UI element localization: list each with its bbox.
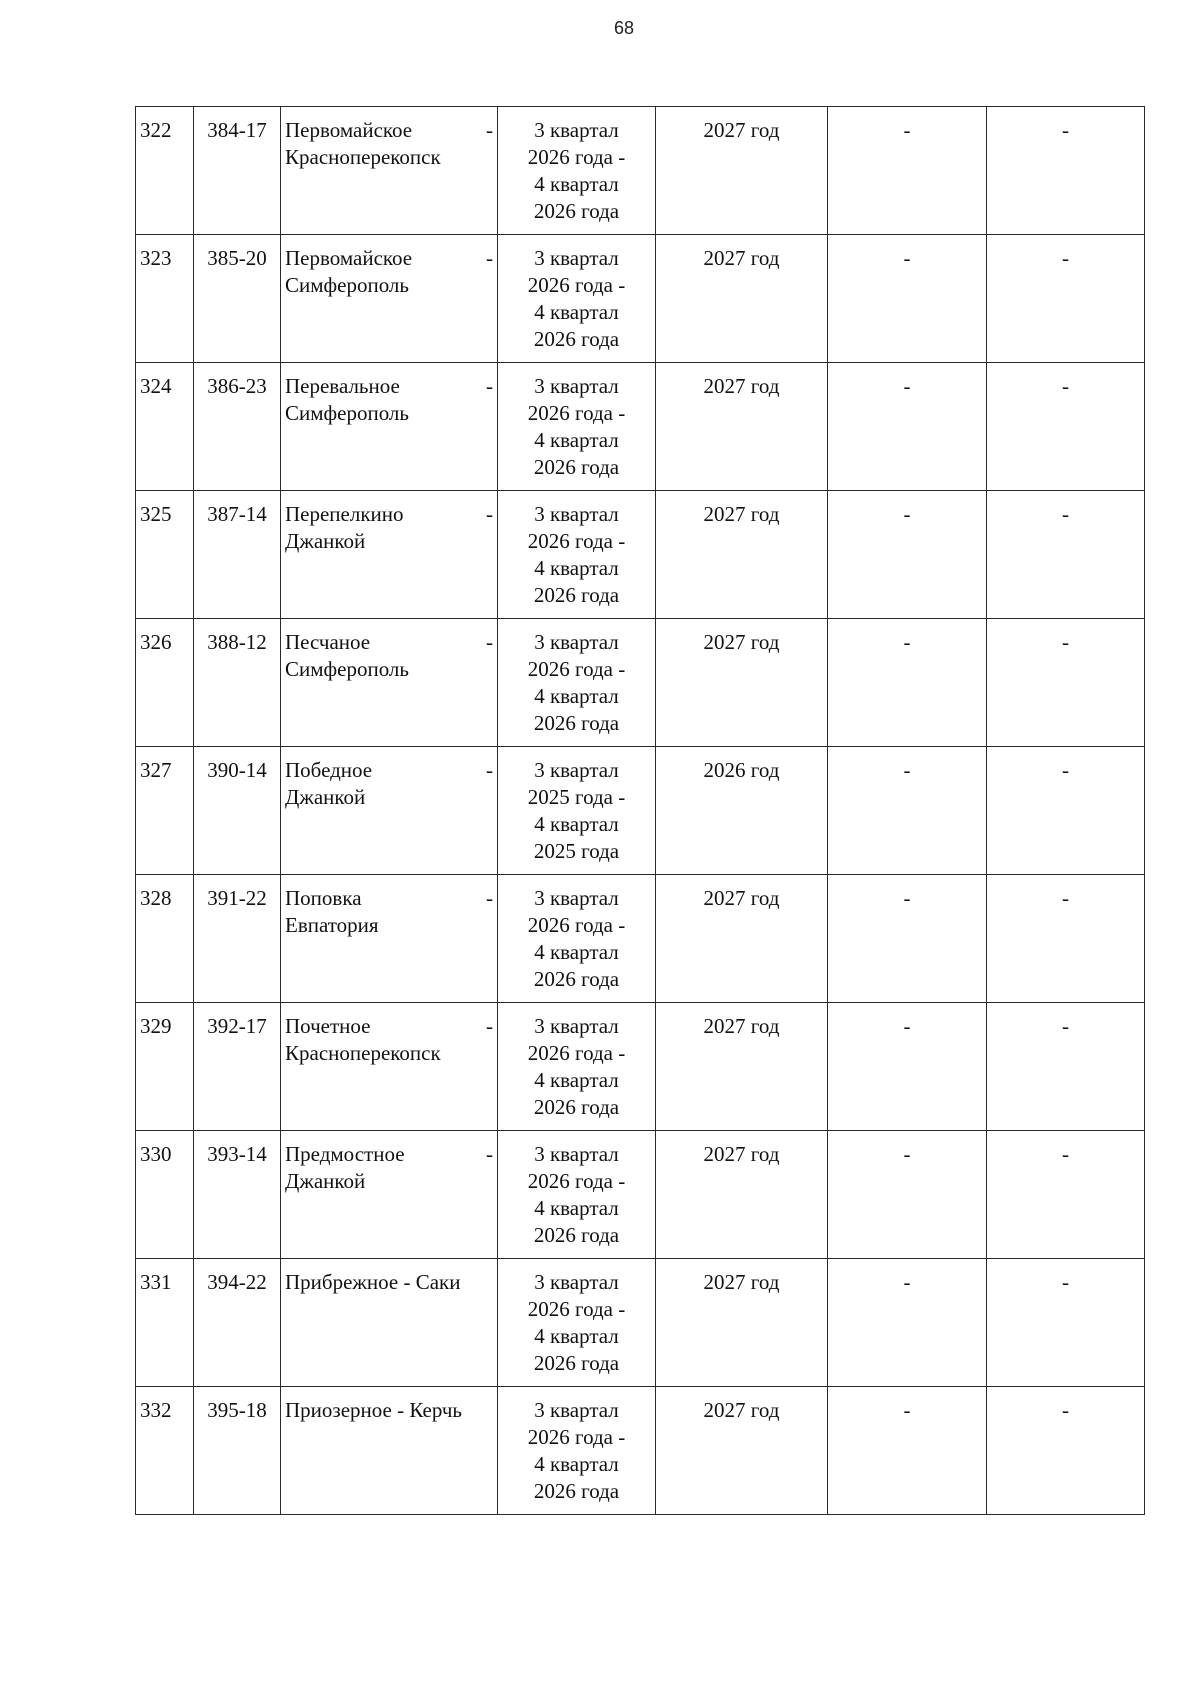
table-row [136, 1259, 1145, 1387]
period-line: 2026 года - [527, 145, 626, 169]
period-line: 3 квартал [534, 758, 619, 782]
row-number-cell: 332 [136, 1387, 194, 1515]
period-line: 2025 года [533, 839, 620, 863]
period-line: 3 квартал [534, 1270, 619, 1294]
route-first-line [285, 373, 493, 400]
period-line: 4 квартал [534, 684, 619, 708]
column-6-cell: - [828, 619, 987, 747]
period-line: 4 квартал [534, 300, 619, 324]
period-line: 2026 года [533, 583, 620, 607]
route-code-cell: 390-14 [194, 747, 281, 875]
table-row [136, 491, 1145, 619]
route-from: Победное [285, 758, 373, 782]
route-from: Песчаное [285, 630, 371, 654]
column-7-cell: - [987, 235, 1145, 363]
period-line: 3 квартал [534, 246, 619, 270]
period-cell [498, 363, 656, 491]
column-6-cell: - [828, 491, 987, 619]
route-from: Прибрежное - Саки [285, 1270, 461, 1294]
route-code-cell: 391-22 [194, 875, 281, 1003]
period-line: 4 квартал [534, 1452, 619, 1476]
route-from: Предмостное [285, 1142, 405, 1166]
column-6-cell: - [828, 1003, 987, 1131]
route-name-cell [281, 107, 498, 235]
register-table [135, 106, 1145, 1515]
row-number-cell: 328 [136, 875, 194, 1003]
route-name-cell [281, 363, 498, 491]
year-cell: 2027 год [656, 1259, 828, 1387]
route-to: Джанкой [285, 1169, 366, 1193]
route-from: Перепелкино [285, 502, 404, 526]
route-to: Симферополь [285, 657, 409, 681]
year-cell: 2027 год [656, 363, 828, 491]
period-line: 2026 года [533, 455, 620, 479]
register-table-body [136, 107, 1145, 1515]
column-7-cell: - [987, 491, 1145, 619]
year-cell: 2027 год [656, 107, 828, 235]
route-name-cell [281, 1259, 498, 1387]
period-line: 2025 года - [527, 785, 626, 809]
page-number: 68 [613, 18, 635, 38]
period-line: 2026 года [533, 967, 620, 991]
column-7-cell: - [987, 1259, 1145, 1387]
column-6-cell: - [828, 1387, 987, 1515]
route-name-cell [281, 1387, 498, 1515]
route-code-cell: 394-22 [194, 1259, 281, 1387]
column-6-cell: - [828, 363, 987, 491]
route-first-line [285, 1397, 493, 1424]
period-line: 4 квартал [534, 1196, 619, 1220]
period-cell [498, 619, 656, 747]
period-line: 2026 года [533, 1351, 620, 1375]
route-name-cell [281, 1003, 498, 1131]
row-number-cell: 322 [136, 107, 194, 235]
route-first-line [285, 1269, 493, 1296]
route-from: Первомайское [285, 118, 413, 142]
route-separator: - [486, 758, 493, 782]
route-to: Симферополь [285, 401, 409, 425]
route-name-cell [281, 875, 498, 1003]
route-first-line [285, 117, 493, 144]
route-from: Перевальное [285, 374, 400, 398]
period-line: 3 квартал [534, 374, 619, 398]
route-to: Красноперекопск [285, 1041, 441, 1065]
route-separator: - [486, 118, 493, 142]
route-from: Поповка [285, 886, 362, 910]
period-line: 3 квартал [534, 118, 619, 142]
period-cell [498, 1131, 656, 1259]
period-line: 4 квартал [534, 1068, 619, 1092]
period-line: 2026 года [533, 711, 620, 735]
route-first-line [285, 1013, 493, 1040]
table-row [136, 747, 1145, 875]
period-cell [498, 491, 656, 619]
year-cell: 2027 год [656, 1131, 828, 1259]
row-number-cell: 330 [136, 1131, 194, 1259]
route-separator: - [486, 1142, 493, 1166]
year-cell: 2026 год [656, 747, 828, 875]
period-line: 3 квартал [534, 886, 619, 910]
column-7-cell: - [987, 1131, 1145, 1259]
route-to: Джанкой [285, 785, 366, 809]
column-6-cell: - [828, 235, 987, 363]
table-row [136, 1131, 1145, 1259]
column-7-cell: - [987, 875, 1145, 1003]
period-line: 4 квартал [534, 940, 619, 964]
period-cell [498, 1387, 656, 1515]
route-name-cell [281, 235, 498, 363]
row-number-cell: 327 [136, 747, 194, 875]
period-line: 2026 года [533, 327, 620, 351]
route-first-line [285, 757, 493, 784]
route-code-cell: 384-17 [194, 107, 281, 235]
route-first-line [285, 885, 493, 912]
route-separator: - [486, 630, 493, 654]
table-row [136, 1003, 1145, 1131]
column-6-cell: - [828, 747, 987, 875]
year-cell: 2027 год [656, 1387, 828, 1515]
period-line: 2026 года - [527, 1169, 626, 1193]
period-line: 2026 года - [527, 1041, 626, 1065]
column-6-cell: - [828, 1131, 987, 1259]
year-cell: 2027 год [656, 491, 828, 619]
period-line: 2026 года - [527, 273, 626, 297]
route-to: Красноперекопск [285, 145, 441, 169]
route-name-cell [281, 1131, 498, 1259]
period-cell [498, 1003, 656, 1131]
year-cell: 2027 год [656, 619, 828, 747]
period-cell [498, 107, 656, 235]
route-separator: - [486, 246, 493, 270]
year-cell: 2027 год [656, 235, 828, 363]
route-first-line [285, 501, 493, 528]
column-7-cell: - [987, 1003, 1145, 1131]
row-number-cell: 323 [136, 235, 194, 363]
period-line: 3 квартал [534, 502, 619, 526]
row-number-cell: 325 [136, 491, 194, 619]
period-line: 2026 года - [527, 1297, 626, 1321]
register-table-container [135, 106, 1144, 1515]
period-line: 3 квартал [534, 1014, 619, 1038]
row-number-cell: 326 [136, 619, 194, 747]
route-code-cell: 393-14 [194, 1131, 281, 1259]
table-row [136, 1387, 1145, 1515]
row-number-cell: 324 [136, 363, 194, 491]
column-7-cell: - [987, 1387, 1145, 1515]
route-code-cell: 388-12 [194, 619, 281, 747]
period-line: 4 квартал [534, 556, 619, 580]
route-first-line [285, 629, 493, 656]
period-cell [498, 235, 656, 363]
route-code-cell: 395-18 [194, 1387, 281, 1515]
column-6-cell: - [828, 1259, 987, 1387]
column-7-cell: - [987, 747, 1145, 875]
route-name-cell [281, 491, 498, 619]
period-line: 2026 года [533, 1479, 620, 1503]
period-line: 2026 года [533, 1223, 620, 1247]
table-row [136, 363, 1145, 491]
route-separator: - [486, 502, 493, 526]
route-code-cell: 392-17 [194, 1003, 281, 1131]
route-from: Приозерное - Керчь [285, 1398, 462, 1422]
route-to: Джанкой [285, 529, 366, 553]
route-code-cell: 385-20 [194, 235, 281, 363]
period-line: 3 квартал [534, 1398, 619, 1422]
route-name-cell [281, 619, 498, 747]
period-line: 2026 года [533, 1095, 620, 1119]
period-line: 2026 года - [527, 657, 626, 681]
period-line: 2026 года - [527, 401, 626, 425]
row-number-cell: 329 [136, 1003, 194, 1131]
route-code-cell: 386-23 [194, 363, 281, 491]
table-row [136, 235, 1145, 363]
column-7-cell: - [987, 107, 1145, 235]
period-cell [498, 1259, 656, 1387]
year-cell: 2027 год [656, 1003, 828, 1131]
period-line: 4 квартал [534, 428, 619, 452]
route-from: Почетное [285, 1014, 371, 1038]
column-6-cell: - [828, 875, 987, 1003]
table-row [136, 107, 1145, 235]
route-first-line [285, 1141, 493, 1168]
period-cell [498, 875, 656, 1003]
route-separator: - [486, 886, 493, 910]
route-code-cell: 387-14 [194, 491, 281, 619]
table-row [136, 875, 1145, 1003]
route-to: Евпатория [285, 913, 379, 937]
period-line: 4 квартал [534, 1324, 619, 1348]
period-line: 3 квартал [534, 630, 619, 654]
column-7-cell: - [987, 619, 1145, 747]
year-cell: 2027 год [656, 875, 828, 1003]
row-number-cell: 331 [136, 1259, 194, 1387]
table-row [136, 619, 1145, 747]
column-7-cell: - [987, 363, 1145, 491]
period-line: 2026 года - [527, 913, 626, 937]
period-line: 2026 года - [527, 1425, 626, 1449]
column-6-cell: - [828, 107, 987, 235]
route-name-cell [281, 747, 498, 875]
period-line: 2026 года - [527, 529, 626, 553]
period-line: 3 квартал [534, 1142, 619, 1166]
route-from: Первомайское [285, 246, 413, 270]
route-first-line [285, 245, 493, 272]
period-line: 4 квартал [534, 812, 619, 836]
period-cell [498, 747, 656, 875]
route-separator: - [486, 374, 493, 398]
route-to: Симферополь [285, 273, 409, 297]
period-line: 4 квартал [534, 172, 619, 196]
route-separator: - [486, 1014, 493, 1038]
period-line: 2026 года [533, 199, 620, 223]
